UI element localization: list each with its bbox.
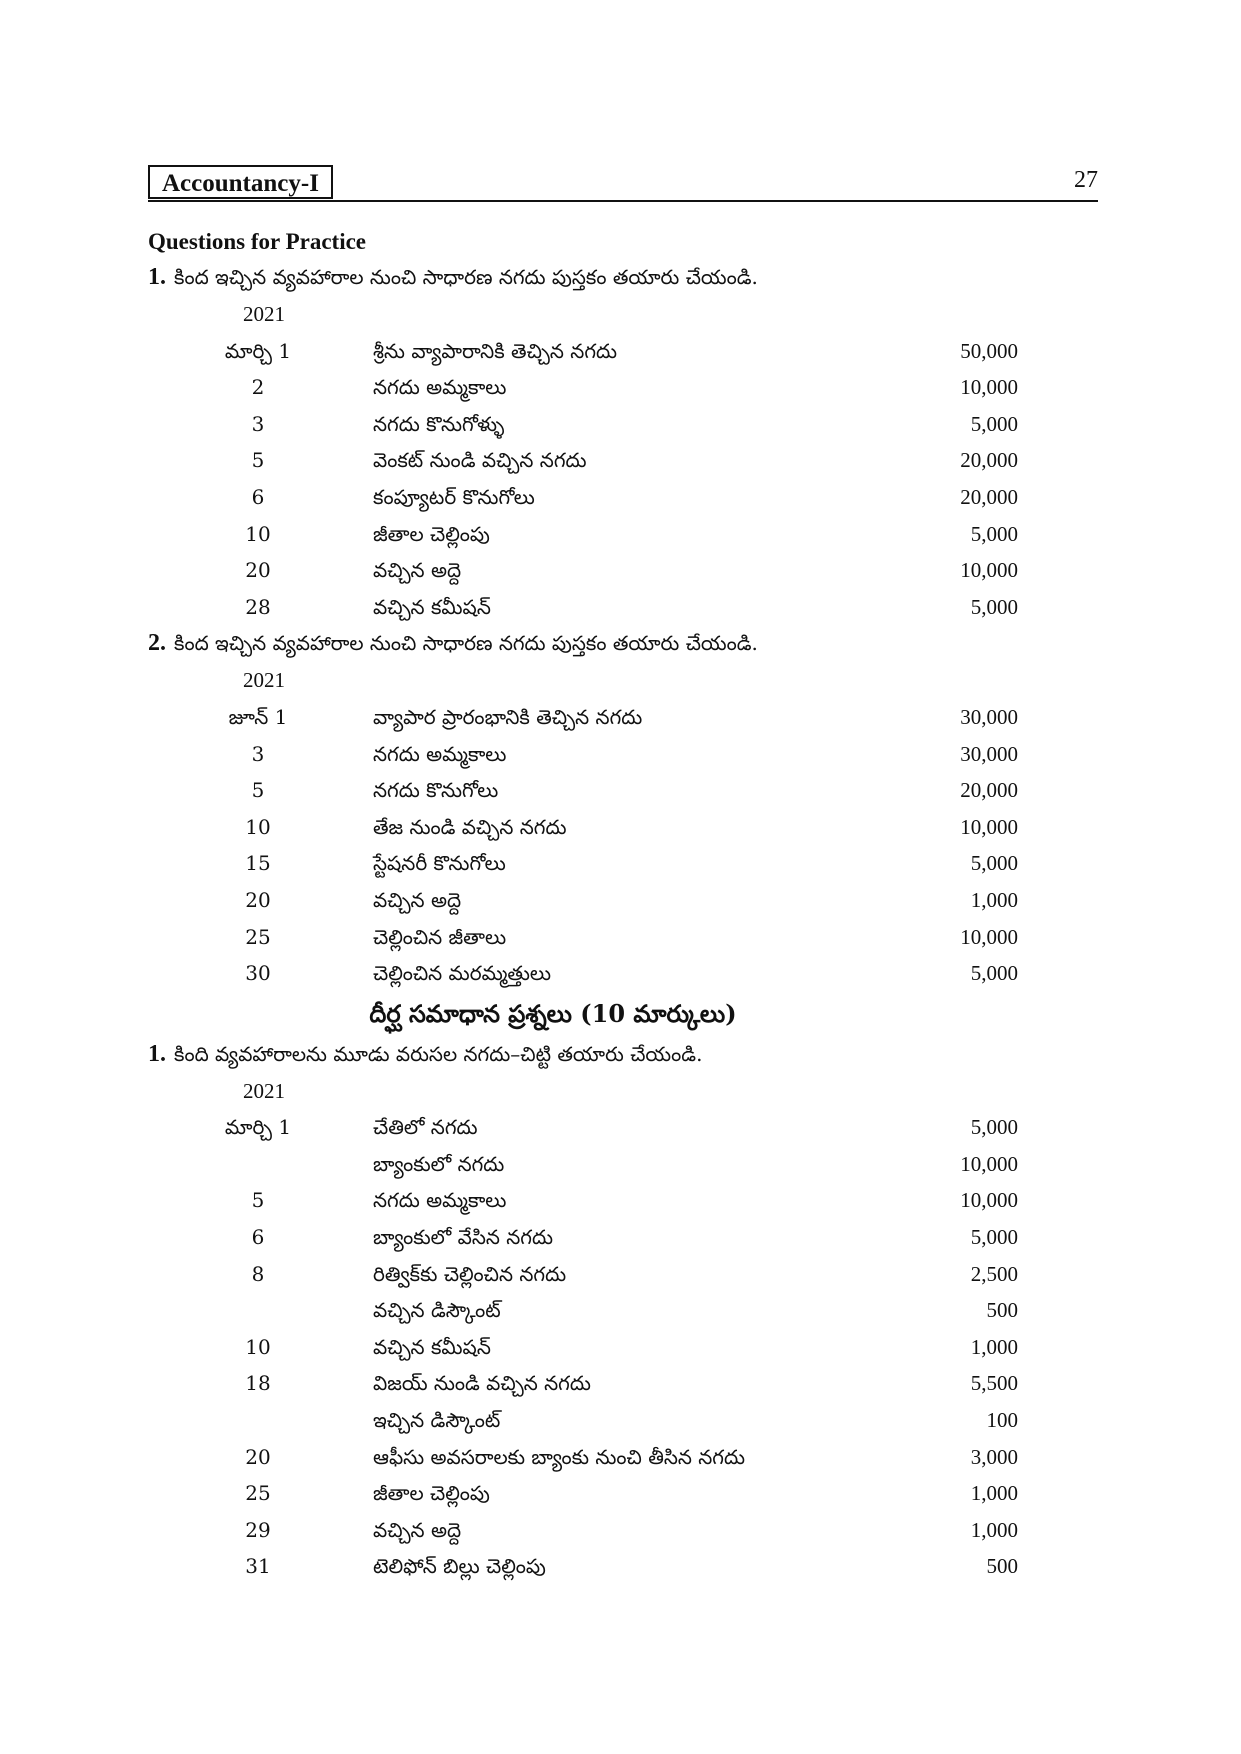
transaction-row [148, 1219, 1098, 1256]
transaction-date: 20 [245, 1444, 271, 1469]
transaction-amount: 100 [986, 1408, 1018, 1433]
transaction-description: నగదు అమ్మకాలు [373, 375, 507, 400]
transaction-row [148, 552, 1098, 589]
transaction-amount: 500 [986, 1554, 1018, 1579]
transaction-row [148, 809, 1098, 846]
transaction-date: మార్చి 1 [224, 1115, 292, 1140]
transaction-date: 31 [245, 1554, 271, 1579]
transaction-date: 10 [245, 814, 271, 839]
transaction-date: 5 [251, 1188, 265, 1213]
transaction-amount: 10,000 [960, 558, 1018, 583]
transaction-description: నగదు అమ్మకాలు [373, 741, 507, 766]
transaction-row [148, 442, 1098, 479]
transaction-row [148, 1256, 1098, 1293]
transaction-amount: 1,000 [970, 1517, 1018, 1542]
book-title: Accountancy-I [148, 165, 333, 199]
page-header [148, 165, 1098, 203]
transaction-date: 30 [245, 961, 271, 986]
transaction-amount: 5,000 [970, 1225, 1018, 1250]
transaction-row [148, 369, 1098, 406]
transaction-row [148, 736, 1098, 773]
transaction-amount: 50,000 [960, 338, 1018, 363]
transaction-date: జూన్ 1 [228, 704, 288, 729]
question-text [148, 625, 1098, 662]
page-number: 27 [1074, 167, 1098, 193]
transaction-amount: 10,000 [960, 924, 1018, 949]
long-section-title: దీర్ఘ సమాధాన ప్రశ్నలు (10 మార్కులు) [369, 998, 737, 1028]
transaction-description: నగదు అమ్మకాలు [373, 1188, 507, 1213]
transaction-date: మార్చి 1 [224, 338, 292, 363]
transaction-row [148, 516, 1098, 553]
transaction-row [148, 589, 1098, 626]
transaction-date: 29 [245, 1517, 271, 1542]
transaction-date: 10 [245, 1334, 271, 1359]
transaction-row [148, 845, 1098, 882]
transaction-description: ఆఫీసు అవసరాలకు బ్యాంకు నుంచి తీసిన నగదు [373, 1444, 746, 1469]
transaction-amount: 10,000 [960, 1151, 1018, 1176]
transaction-row [148, 772, 1098, 809]
question-instruction: కింద ఇచ్చిన వ్యవహారాల నుంచి సాధారణ నగదు పుస్తకం తయారు చేయండి. [174, 631, 758, 656]
long-questions [148, 1036, 1098, 1585]
transaction-amount: 1,000 [970, 1481, 1018, 1506]
transaction-description: టెలిఫోన్ బిల్లు చెల్లింపు [373, 1554, 546, 1579]
section-title: Questions for Practice [148, 229, 367, 254]
transaction-description: వ్యాపార ప్రారంభానికి తెచ్చిన నగదు [373, 704, 643, 729]
transaction-description: శ్రీను వ్యాపారానికి తెచ్చిన నగదు [373, 338, 618, 363]
transaction-amount: 20,000 [960, 484, 1018, 509]
transaction-date: 6 [251, 1225, 265, 1250]
transaction-description: స్టేషనరీ కొనుగోలు [373, 851, 506, 876]
transaction-row [148, 1439, 1098, 1476]
transaction-amount: 5,000 [970, 521, 1018, 546]
transaction-description: ఇచ్చిన డిస్కౌంట్ [373, 1408, 501, 1433]
transaction-amount: 5,000 [970, 411, 1018, 436]
transaction-description: నగదు కొనుగోలు [373, 778, 499, 803]
question-number: 2. [148, 630, 166, 657]
transaction-date: 2 [251, 375, 265, 400]
transaction-row [148, 882, 1098, 919]
transaction-description: చేతిలో నగదు [373, 1115, 478, 1140]
transaction-description: వచ్చిన డిస్కౌంట్ [373, 1298, 501, 1323]
transaction-description: వెంకట్ నుండి వచ్చిన నగదు [373, 448, 587, 473]
transaction-amount: 5,000 [970, 851, 1018, 876]
transaction-amount: 5,000 [970, 594, 1018, 619]
transaction-row [148, 919, 1098, 956]
transaction-row [148, 1512, 1098, 1549]
transaction-amount: 30,000 [960, 741, 1018, 766]
transaction-description: విజయ్ నుండి వచ్చిన నగదు [373, 1371, 591, 1396]
transaction-description: చెల్లించిన జీతాలు [373, 924, 507, 949]
transaction-date: 18 [245, 1371, 271, 1396]
transaction-description: వచ్చిన అద్దె [373, 558, 462, 583]
transaction-amount: 20,000 [960, 778, 1018, 803]
transaction-description: తేజ నుండి వచ్చిన నగదు [373, 814, 567, 839]
question-number: 1. [148, 264, 166, 290]
practice-questions [148, 259, 1098, 992]
transaction-description: జీతాల చెల్లింపు [373, 1481, 490, 1506]
year-row [148, 1073, 1098, 1110]
transaction-date: 10 [245, 521, 271, 546]
transaction-description: వచ్చిన అద్దె [373, 1517, 462, 1542]
transaction-date: 8 [251, 1261, 265, 1286]
year: 2021 [243, 302, 285, 326]
transaction-description: వచ్చిన అద్దె [373, 887, 462, 912]
transaction-date: 25 [245, 1481, 271, 1506]
transaction-description: రిత్విక్‌కు చెల్లించిన నగదు [373, 1261, 567, 1286]
transaction-amount: 10,000 [960, 1188, 1018, 1213]
year-row [148, 662, 1098, 699]
transaction-amount: 1,000 [970, 1334, 1018, 1359]
question-instruction: కింద ఇచ్చిన వ్యవహారాల నుంచి సాధారణ నగదు పుస్తకం తయారు చేయండి. [174, 265, 758, 289]
transaction-amount: 500 [986, 1298, 1018, 1323]
transaction-amount: 20,000 [960, 448, 1018, 473]
transaction-date: 15 [245, 851, 271, 876]
transaction-row [148, 699, 1098, 736]
transaction-amount: 10,000 [960, 375, 1018, 400]
header-rule [148, 200, 1098, 202]
transaction-date: 6 [251, 484, 265, 509]
year-row [148, 296, 1098, 333]
transaction-row [148, 1475, 1098, 1512]
transaction-date: 3 [251, 411, 265, 436]
transaction-amount: 5,500 [970, 1371, 1018, 1396]
transaction-description: బ్యాంకులో వేసిన నగదు [373, 1225, 553, 1250]
transaction-row [148, 1146, 1098, 1183]
transaction-date: 25 [245, 924, 271, 949]
transaction-row [148, 1182, 1098, 1219]
question-text [148, 259, 1098, 296]
page-content [148, 225, 1098, 1585]
transaction-description: నగదు కొనుగోళ్ళు [373, 411, 505, 436]
transaction-amount: 3,000 [970, 1444, 1018, 1469]
transaction-description: జీతాల చెల్లింపు [373, 521, 490, 546]
transaction-date: 20 [245, 558, 271, 583]
transaction-description: బ్యాంకులో నగదు [373, 1151, 505, 1176]
transaction-amount: 10,000 [960, 814, 1018, 839]
transaction-row [148, 406, 1098, 443]
transaction-row [148, 1292, 1098, 1329]
transaction-date: 20 [245, 887, 271, 912]
transaction-date: 3 [251, 741, 265, 766]
transaction-date: 5 [251, 448, 265, 473]
year: 2021 [243, 668, 285, 693]
transaction-description: కంప్యూటర్ కొనుగోలు [373, 484, 535, 509]
transaction-date: 5 [251, 778, 265, 803]
transaction-description: చెల్లించిన మరమ్మత్తులు [373, 961, 552, 986]
transaction-amount: 30,000 [960, 704, 1018, 729]
transaction-row [148, 1365, 1098, 1402]
transaction-description: వచ్చిన కమీషన్ [373, 594, 491, 619]
year: 2021 [243, 1078, 285, 1103]
transaction-row [148, 1402, 1098, 1439]
question-text [148, 1036, 1098, 1073]
transaction-description: వచ్చిన కమీషన్ [373, 1334, 491, 1359]
transaction-row [148, 1329, 1098, 1366]
transaction-row [148, 479, 1098, 516]
transaction-amount: 2,500 [970, 1261, 1018, 1286]
transaction-row [148, 333, 1098, 370]
transaction-row [148, 955, 1098, 992]
transaction-amount: 5,000 [970, 961, 1018, 986]
question-instruction: కింది వ్యవహారాలను మూడు వరుసల నగదు–చిట్టి తయారు చేయండి. [174, 1041, 703, 1066]
question-number: 1. [148, 1040, 166, 1067]
transaction-date: 28 [245, 594, 271, 619]
transaction-row [148, 1109, 1098, 1146]
transaction-amount: 5,000 [970, 1115, 1018, 1140]
transaction-amount: 1,000 [970, 887, 1018, 912]
transaction-row [148, 1548, 1098, 1585]
